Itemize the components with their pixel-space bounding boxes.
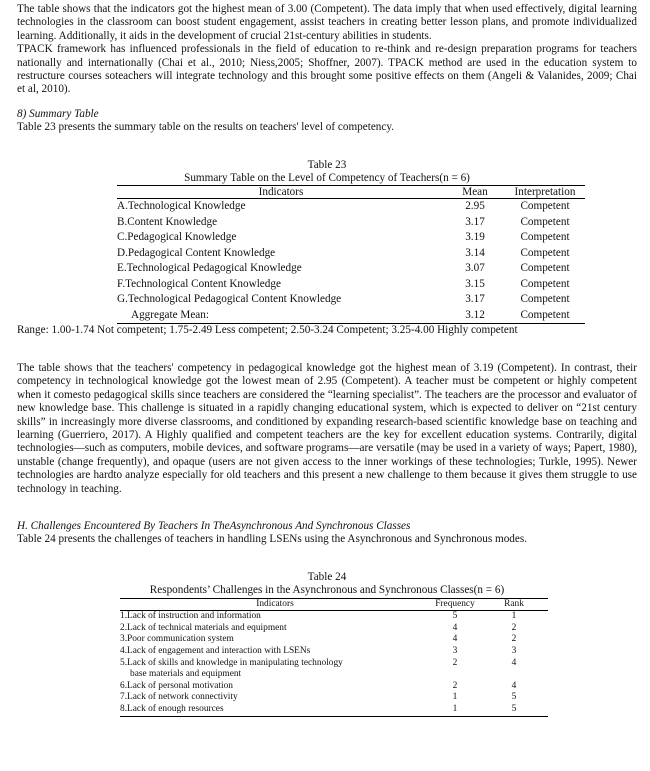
summary-table	[117, 185, 585, 324]
indicator-cell	[120, 646, 430, 658]
table-row	[120, 634, 548, 646]
indicator-cell	[120, 611, 430, 623]
mean-cell: 3.07	[465, 262, 485, 275]
frequency-cell: 4	[452, 622, 458, 633]
table-row	[117, 261, 585, 277]
indicator-text: 1.Lack of instruction and information	[120, 611, 261, 622]
indicator-cell	[120, 704, 430, 716]
interpretation-cell: Competent	[520, 246, 570, 259]
column-header: Interpretation	[505, 186, 585, 199]
indicator-cell: F.Technological Content Knowledge	[117, 277, 281, 290]
rank-cell: 1	[511, 611, 517, 622]
paragraph: Table 23 presents the summary table on the results on teachers' level of competency.	[17, 121, 395, 134]
indicator-cell: E.Technological Pedagogical Knowledge	[117, 262, 302, 275]
column-header: Mean	[445, 186, 505, 199]
table-row	[120, 623, 548, 635]
mean-cell: 3.17	[465, 215, 485, 228]
range-note: Range: 1.00-1.74 Not competent; 1.75-2.49 Less competent; 2.50-3.24 Competent; 3.25-4.00 Highly competent	[17, 324, 518, 337]
table-row	[117, 292, 585, 308]
rank-cell: 2	[511, 634, 517, 645]
indicator-cell: B.Content Knowledge	[117, 215, 218, 228]
challenges-table	[120, 598, 548, 717]
indicator-cell	[120, 692, 430, 704]
mean-cell: 2.95	[465, 200, 485, 213]
table-row	[120, 704, 548, 716]
indicator-text: 8.Lack of enough resources	[120, 703, 224, 714]
column-header: Rank	[480, 598, 548, 611]
table-row	[117, 215, 585, 231]
frequency-cell: 4	[452, 634, 458, 645]
indicator-cell: C.Pedagogical Knowledge	[117, 231, 237, 244]
interpretation-cell: Competent	[520, 293, 570, 306]
indicator-text: 5.Lack of skills and knowledge in manipulating technology	[120, 657, 343, 668]
indicator-cell	[120, 681, 430, 693]
paragraph: The table shows that the indicators got the highest mean of 3.00 (Competent). The data imply that when used effectively, digital learning technologies in the classroom can boost student engagement, assist teachers in creating better lesson plans, and promote individualized learning. Additionally, it aids in the development of crucial 21st-century abilities in students.	[17, 3, 637, 42]
table-row	[120, 611, 548, 623]
document-page	[17, 3, 637, 717]
frequency-cell: 5	[452, 611, 458, 622]
section-heading: 8) Summary Table	[17, 107, 99, 120]
paragraph: The table shows that the teachers' competency in pedagogical knowledge got the highest mean of 3.19 (Competent). In contrast, their competency in technological knowledge got the lowest mean of 2.95 (Competent). A teacher must be competent or highly competent when it comesto pedagogical skills since teachers are considered the “learning specialist”. The teachers are the processor and evaluator of new knowledge base. This challenge is situated in a rapidly changing educational system, which is expected to deliver on “21st century skills” in increasingly more diverse classrooms, and conditioned by expanding research-based scientific knowledge base on teaching and learning (Guerriero, 2017). A Highly qualified and competent teachers are the key for excellent education systems. Contrarily, digital technologies—such as computers, mobile devices, and software programs—are versatile (may be used in a variety of ways; Papert, 1980), unstable (change frequently), and opaque (users are not given access to the inner workings of these technologies; Turkle, 1995). Newer technologies are hardto analyze especially for old teachers and this present a new challenge to them because it gives them struggle to use technology in teaching.	[17, 361, 637, 495]
table-row	[117, 230, 585, 246]
column-header: Indicators	[117, 186, 445, 199]
rank-cell: 5	[511, 692, 517, 703]
rank-cell: 5	[480, 704, 548, 716]
indicator-text: 2.Lack of technical materials and equipment	[120, 622, 287, 633]
interpretation-cell: Competent	[520, 277, 570, 290]
frequency-cell: 2	[452, 657, 458, 668]
indicator-cell: G.Technological Pedagogical Content Knowledge	[117, 293, 342, 306]
indicator-cell	[120, 623, 430, 635]
interpretation-cell: Competent	[520, 200, 570, 213]
table-row	[120, 646, 548, 658]
indicator-text: 4.Lack of engagement and interaction with LSENs	[120, 645, 311, 656]
indicator-text-continued: base materials and equipment	[130, 669, 242, 680]
indicator-text: 3.Poor communication system	[120, 634, 234, 645]
indicator-cell: D.Pedagogical Content Knowledge	[117, 246, 276, 259]
aggregate-label: Aggregate Mean:	[117, 308, 445, 324]
paragraph: Table 24 presents the challenges of teachers in handling LSENs using the Asynchronous and Synchronous modes.	[17, 533, 528, 546]
mean-cell: 3.15	[465, 277, 485, 290]
table-number: Table 23	[307, 158, 347, 171]
indicator-cell	[120, 658, 430, 681]
table-number: Table 24	[307, 570, 347, 583]
mean-cell: 3.14	[465, 246, 485, 259]
table-row	[117, 199, 585, 215]
paragraph: TPACK framework has influenced professionals in the field of education to re-think and re-design preparation programs for teachers nationally and internationally (Chai et al., 2010; Niess,2005; Shoffner, 2007). TPACK method are used in the education system to restructure courses soteachers will integrate technology and this brought some positive effects on them (Angeli & Valanides, 2009; Chai et al, 2010).	[17, 43, 637, 96]
mean-cell: 3.19	[465, 231, 485, 244]
aggregate-interpretation: Competent	[505, 308, 585, 324]
interpretation-cell: Competent	[520, 215, 570, 228]
rank-cell: 4	[511, 680, 517, 691]
mean-cell: 3.17	[465, 293, 485, 306]
column-header: Indicators	[120, 598, 430, 611]
aggregate-row	[117, 308, 585, 324]
indicator-text: 6.Lack of personal motivation	[120, 680, 233, 691]
table-row	[117, 277, 585, 293]
table-row	[120, 681, 548, 693]
rank-cell: 4	[511, 657, 517, 668]
indicator-cell	[120, 634, 430, 646]
indicator-text: 7.Lack of network connectivity	[120, 692, 238, 703]
column-header: Frequency	[430, 598, 480, 611]
section-heading: H. Challenges Encountered By Teachers In TheAsynchronous And Synchronous Classes	[17, 519, 411, 532]
frequency-cell: 3	[452, 645, 458, 656]
indicator-cell: A.Technological Knowledge	[117, 200, 246, 213]
table-row	[117, 246, 585, 262]
frequency-cell: 2	[452, 680, 458, 691]
table-row	[120, 658, 548, 681]
rank-cell: 2	[511, 622, 517, 633]
interpretation-cell: Competent	[520, 262, 570, 275]
frequency-cell: 1	[452, 692, 458, 703]
table-title: Summary Table on the Level of Competency of Teachers(n = 6)	[184, 172, 470, 185]
interpretation-cell: Competent	[520, 231, 570, 244]
table-title: Respondents’ Challenges in the Asynchronous and Synchronous Classes(n = 6)	[149, 584, 505, 597]
table-row	[120, 692, 548, 704]
aggregate-mean: 3.12	[445, 308, 505, 324]
rank-cell: 3	[511, 645, 517, 656]
frequency-cell: 1	[430, 704, 480, 716]
